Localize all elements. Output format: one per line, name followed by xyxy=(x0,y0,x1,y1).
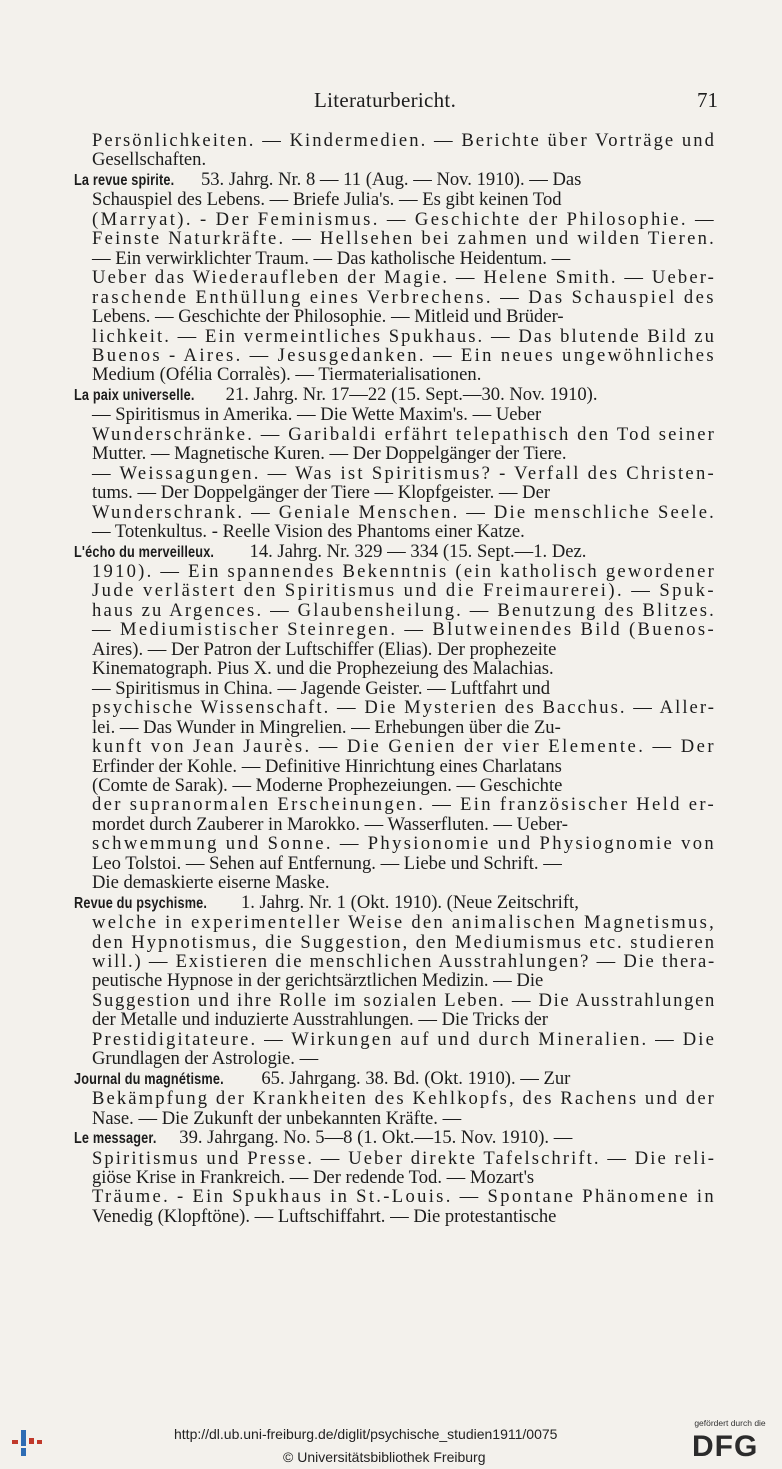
line-text: Persönlichkeiten. — Kindermedien. — Berichte über Vorträge und xyxy=(92,130,716,151)
line-text: Prestidigitateure. — Wirkungen auf und durch Mineralien. — Die xyxy=(92,1028,716,1050)
text-line xyxy=(74,210,716,229)
line-text: Medium (Ofélia Corralès). — Tiermaterialisationen. xyxy=(92,364,482,386)
text-line xyxy=(74,229,716,248)
line-text: haus zu Argences. — Glaubensheilung. — Benutzung des Blitzes. xyxy=(92,599,716,621)
text-line xyxy=(74,1187,716,1206)
text-line xyxy=(74,542,716,562)
line-text: Spiritismus und Presse. — Ueber direkte Tafelschrift. — Die reli- xyxy=(92,1147,716,1169)
line-text: Venedig (Klopftöne). — Luftschiffahrt. — Die protestantische xyxy=(92,1205,557,1227)
text-line xyxy=(74,698,716,717)
running-title: Literaturbericht. xyxy=(314,88,457,112)
text-line xyxy=(74,1207,716,1226)
text-line xyxy=(74,190,716,209)
text-line xyxy=(74,679,716,698)
line-text: Bekämpfung der Krankheiten des Kehlkopfs, des Rachens und der xyxy=(92,1088,716,1110)
page-header xyxy=(92,88,718,118)
text-line xyxy=(74,1128,716,1148)
text-line xyxy=(74,1010,716,1029)
text-line xyxy=(74,131,716,150)
line-text: tums. — Der Doppelgänger der Tiere — Klopfgeister. — Der xyxy=(92,482,551,504)
line-text: giöse Krise in Frankreich. — Der redende Tod. — Mozart's xyxy=(92,1167,535,1189)
text-line xyxy=(74,659,716,678)
page-number: 71 xyxy=(697,88,718,112)
line-text: 1910). — Ein spannendes Bekenntnis (ein katholisch gewordener xyxy=(92,560,716,582)
text-line xyxy=(74,1168,716,1187)
line-text: Erfinder der Kohle. — Definitive Hinrichtung eines Charlatans xyxy=(92,755,562,777)
text-line xyxy=(74,795,716,814)
text-line xyxy=(74,1149,716,1168)
bibliography-entry xyxy=(74,893,716,1069)
line-text: Gesellschaften. xyxy=(92,149,207,171)
text-line xyxy=(74,933,716,952)
text-line xyxy=(74,405,716,424)
text-line xyxy=(74,913,716,932)
line-text: Träume. - Ein Spukhaus in St.-Louis. — Spontane Phänomene in xyxy=(92,1186,716,1208)
text-line xyxy=(74,464,716,483)
line-text: — Mediumistischer Steinregen. — Blutweinendes Bild (Buenos- xyxy=(92,619,716,641)
text-line xyxy=(74,737,716,756)
bibliography-entry xyxy=(74,385,716,542)
line-text: (Marryat). - Der Feminismus. — Geschichte der Philosophie. — xyxy=(92,208,716,230)
line-text: mordet durch Zauberer in Marokko. — Wasserfluten. — Ueber- xyxy=(92,813,568,835)
line-text: — Weissagungen. — Was ist Spiritismus? - Verfall des Christen- xyxy=(92,462,716,484)
bibliography-entry xyxy=(74,542,716,893)
bibliography-entry xyxy=(74,1069,716,1128)
line-text: Grundlagen der Astrologie. — xyxy=(92,1048,319,1070)
line-text: Suggestion und ihre Rolle im sozialen Leben. — Die Ausstrahlungen xyxy=(92,989,716,1011)
footer-bar xyxy=(0,1410,782,1469)
line-text: Wunderschrank. — Geniale Menschen. — Die menschliche Seele. xyxy=(92,501,716,523)
line-text: psychische Wissenschaft. — Die Mysterien des Bacchus. — Aller- xyxy=(92,697,716,719)
text-line xyxy=(74,170,716,190)
line-text: raschende Enthüllung eines Verbrechens. — Das Schauspiel des xyxy=(92,286,716,308)
line-text: Nase. — Die Zukunft der unbekannten Kräfte. — xyxy=(92,1107,462,1129)
line-text: 53. Jahrg. Nr. 8 — 11 (Aug. — Nov. 1910). — Das xyxy=(196,168,582,190)
university-library-logo-icon xyxy=(10,1424,44,1460)
line-text: (Comte de Sarak). — Moderne Prophezeiungen. — Geschichte xyxy=(92,774,563,796)
text-line xyxy=(74,1030,716,1049)
line-text: — Spiritismus in Amerika. — Die Wette Maxim's. — Ueber xyxy=(92,404,542,426)
journal-title: Le messager. xyxy=(74,1130,157,1148)
text-line xyxy=(74,757,716,776)
text-line xyxy=(74,873,716,892)
text-line xyxy=(74,562,716,581)
text-line xyxy=(74,522,716,541)
text-line xyxy=(74,327,716,346)
line-text: 39. Jahrgang. No. 5—8 (1. Okt.—15. Nov. 1910). — xyxy=(174,1127,573,1149)
text-line xyxy=(74,1069,716,1089)
line-text: lichkeit. — Ein vermeintliches Spukhaus. — Das blutende Bild zu xyxy=(92,325,716,347)
text-line xyxy=(74,952,716,971)
text-line xyxy=(74,1089,716,1108)
journal-title: L'écho du merveilleux. xyxy=(74,543,215,561)
bibliography-entry xyxy=(74,131,716,170)
copyright-notice: © Universitätsbibliothek Freiburg xyxy=(283,1449,486,1465)
line-text: Wunderschränke. — Garibaldi erfährt telepathisch den Tod seiner xyxy=(92,423,716,445)
line-text: Leo Tolstoi. — Sehen auf Entfernung. — Liebe und Schrift. — xyxy=(92,852,562,874)
line-text: Lebens. — Geschichte der Philosophie. — Mitleid und Brüder- xyxy=(92,306,564,328)
text-line xyxy=(74,425,716,444)
text-line xyxy=(74,620,716,639)
text-line xyxy=(74,971,716,990)
text-line xyxy=(74,483,716,502)
bibliography-entry xyxy=(74,170,716,385)
line-text: Mutter. — Magnetische Kuren. — Der Doppelgänger der Tiere. xyxy=(92,443,567,465)
line-text: 65. Jahrgang. 38. Bd. (Okt. 1910). — Zur xyxy=(256,1067,571,1089)
line-text: Jude verlästert den Spiritismus und die Freimaurerei). — Spuk- xyxy=(92,580,716,602)
line-text: — Totenkultus. - Reelle Vision des Phantoms einer Katze. xyxy=(92,521,525,543)
literature-report-body xyxy=(74,131,716,1226)
line-text: peutische Hypnose in der gerichtsärztlichen Medizin. — Die xyxy=(92,970,544,992)
line-text: Feinste Naturkräfte. — Hellsehen bei zahmen und wilden Tieren. xyxy=(92,228,716,250)
line-text: der Metalle und induzierte Ausstrahlungen. — Die Tricks der xyxy=(92,1009,548,1031)
text-line xyxy=(74,288,716,307)
line-text: Ueber das Wiederaufleben der Magie. — Helene Smith. — Ueber- xyxy=(92,267,716,289)
journal-title: La revue spirite. xyxy=(74,171,175,189)
line-text: will.) — Existieren die menschlichen Ausstrahlungen? — Die thera- xyxy=(92,951,716,973)
journal-title: Journal du magnétisme. xyxy=(74,1070,224,1088)
text-line xyxy=(74,444,716,463)
source-url-link[interactable]: http://dl.ub.uni-freiburg.de/diglit/psychische_studien1911/0075 xyxy=(174,1426,558,1442)
text-line xyxy=(74,834,716,853)
text-line xyxy=(74,307,716,326)
text-line xyxy=(74,991,716,1010)
line-text: 21. Jahrg. Nr. 17—22 (15. Sept.—30. Nov. 1910). xyxy=(221,383,598,405)
line-text: 1. Jahrg. Nr. 1 (Okt. 1910). (Neue Zeitschrift, xyxy=(236,891,579,913)
text-line xyxy=(74,601,716,620)
dfg-caption: gefördert durch die xyxy=(694,1418,766,1428)
line-text: Buenos - Aires. — Jesusgedanken. — Ein neues ungewöhnliches xyxy=(92,344,716,366)
line-text: — Ein verwirklichter Traum. — Das katholische Heidentum. — xyxy=(92,247,571,269)
journal-title: Revue du psychisme. xyxy=(74,894,208,912)
text-line xyxy=(74,854,716,873)
line-text: Kinematograph. Pius X. und die Prophezeiung des Malachias. xyxy=(92,658,554,680)
text-line xyxy=(74,346,716,365)
line-text: lei. — Das Wunder in Mingrelien. — Erhebungen über die Zu- xyxy=(92,716,561,738)
text-line xyxy=(74,581,716,600)
text-line xyxy=(74,815,716,834)
line-text: Aires). — Der Patron der Luftschiffer (Elias). Der prophezeite xyxy=(92,638,557,660)
text-line xyxy=(74,893,716,913)
dfg-funding-badge xyxy=(688,1418,772,1466)
line-text: Schauspiel des Lebens. — Briefe Julia's. — Es gibt keinen Tod xyxy=(92,189,562,211)
line-text: welche in experimenteller Weise den animalischen Magnetismus, xyxy=(92,912,716,934)
text-line xyxy=(74,640,716,659)
journal-title: La paix universelle. xyxy=(74,386,195,404)
text-line xyxy=(74,1049,716,1068)
text-line xyxy=(74,249,716,268)
dfg-logo: DFG xyxy=(692,1430,759,1463)
text-line xyxy=(74,776,716,795)
text-line xyxy=(74,365,716,384)
text-line xyxy=(74,1109,716,1128)
line-text: kunft von Jean Jaurès. — Die Genien der vier Elemente. — Der xyxy=(92,736,716,758)
text-line xyxy=(74,503,716,522)
text-line xyxy=(74,718,716,737)
bibliography-entry xyxy=(74,1128,716,1226)
line-text: — Spiritismus in China. — Jagende Geister. — Luftfahrt und xyxy=(92,677,551,699)
text-line xyxy=(74,268,716,287)
line-text: der supranormalen Erscheinungen. — Ein französischer Held er- xyxy=(92,794,716,816)
line-text: 14. Jahrg. Nr. 329 — 334 (15. Sept.—1. Dez. xyxy=(244,540,587,562)
line-text: schwemmung und Sonne. — Physionomie und Physiognomie von xyxy=(92,833,716,855)
text-line xyxy=(74,150,716,169)
line-text: Die demaskierte eiserne Maske. xyxy=(92,872,330,894)
text-line xyxy=(74,385,716,405)
line-text: den Hypnotismus, die Suggestion, den Mediumismus etc. studieren xyxy=(92,931,716,953)
